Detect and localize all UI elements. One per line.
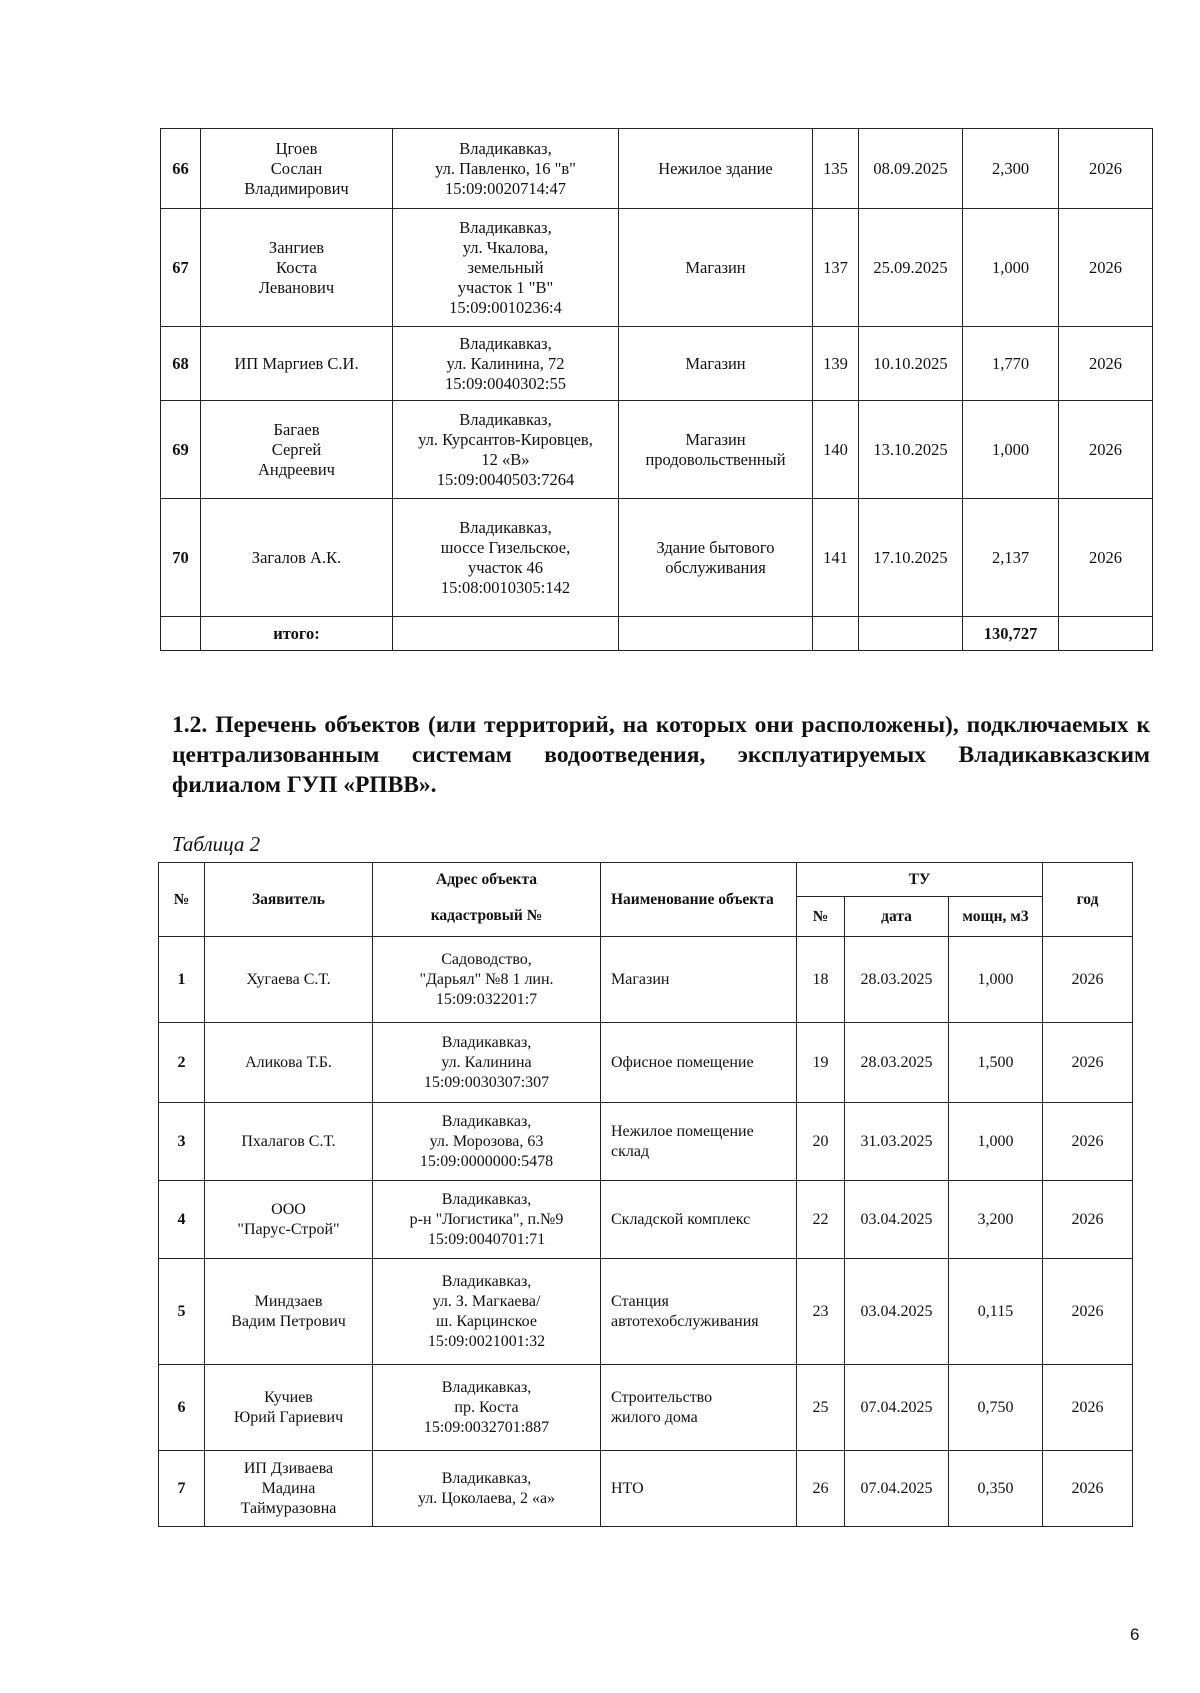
table-row (161, 499, 1153, 617)
tu-number-cell: 26 (797, 1451, 845, 1527)
tu-date-cell: 28.03.2025 (845, 937, 949, 1023)
total-label: итого: (201, 617, 393, 651)
row-number: 3 (159, 1103, 205, 1181)
applicant-cell: Хугаева С.Т. (205, 937, 373, 1023)
empty-cell (161, 617, 201, 651)
year-cell: 2026 (1059, 401, 1153, 499)
table-row (161, 129, 1153, 209)
object-cell: Станция автотехобслуживания (601, 1259, 797, 1365)
applicant-cell: Аликова Т.Б. (205, 1023, 373, 1103)
table-row (161, 327, 1153, 401)
tu-date-cell: 07.04.2025 (845, 1451, 949, 1527)
tu-date-cell: 17.10.2025 (859, 499, 963, 617)
year-cell: 2026 (1059, 499, 1153, 617)
year-cell: 2026 (1043, 1365, 1133, 1451)
tu-number-cell: 140 (813, 401, 859, 499)
table-row (159, 1181, 1133, 1259)
empty-cell (859, 617, 963, 651)
power-cell: 1,000 (949, 1103, 1043, 1181)
address-cell: Владикавказ, ул. Калинина, 72 15:09:0040302:55 (393, 327, 619, 401)
tu-number-cell: 139 (813, 327, 859, 401)
row-number: 2 (159, 1023, 205, 1103)
tu-number-cell: 22 (797, 1181, 845, 1259)
applicant-cell: Кучиев Юрий Гариевич (205, 1365, 373, 1451)
row-number: 66 (161, 129, 201, 209)
year-cell: 2026 (1059, 327, 1153, 401)
header-applicant: Заявитель (205, 863, 373, 937)
object-cell: Строительство жилого дома (601, 1365, 797, 1451)
tu-number-cell: 18 (797, 937, 845, 1023)
address-cell: Садоводство, "Дарьял" №8 1 лин. 15:09:032201:7 (373, 937, 601, 1023)
address-cell: Владикавказ, ул. Чкалова, земельный участок 1 "В" 15:09:0010236:4 (393, 209, 619, 327)
page-number: 6 (1130, 1625, 1140, 1644)
year-cell: 2026 (1043, 1023, 1133, 1103)
row-number: 1 (159, 937, 205, 1023)
header-tu: ТУ (797, 863, 1043, 897)
header-address: Адрес объекта (373, 863, 601, 897)
total-row (161, 617, 1153, 651)
applicant-cell: ИП Маргиев С.И. (201, 327, 393, 401)
row-number: 4 (159, 1181, 205, 1259)
applicant-cell: Багаев Сергей Андреевич (201, 401, 393, 499)
tu-number-cell: 19 (797, 1023, 845, 1103)
section-heading: 1.2. Перечень объектов (или территорий, на которых они расположены), подключаемых к централизованным системам водоотведения, эксплуатируемых Владикавказским филиалом ГУП «РПВВ». (172, 712, 1150, 798)
applicant-cell: ООО "Парус-Строй" (205, 1181, 373, 1259)
header-cadastral: кадастровый № (373, 897, 601, 937)
year-cell: 2026 (1059, 129, 1153, 209)
power-cell: 1,000 (963, 401, 1059, 499)
tu-number-cell: 20 (797, 1103, 845, 1181)
applicant-cell: Цгоев Сослан Владимирович (201, 129, 393, 209)
row-number: 6 (159, 1365, 205, 1451)
row-number: 69 (161, 401, 201, 499)
applicant-cell: ИП Дзиваева Мадина Таймуразовна (205, 1451, 373, 1527)
row-number: 70 (161, 499, 201, 617)
table-row (159, 1103, 1133, 1181)
empty-cell (1059, 617, 1153, 651)
tu-number-cell: 141 (813, 499, 859, 617)
table-1-continuation (160, 128, 1153, 651)
tu-date-cell: 28.03.2025 (845, 1023, 949, 1103)
power-cell: 2,137 (963, 499, 1059, 617)
empty-cell (813, 617, 859, 651)
row-number: 5 (159, 1259, 205, 1365)
header-year: год (1043, 863, 1133, 937)
object-cell: Офисное помещение (601, 1023, 797, 1103)
header-object: Наименование объекта (601, 863, 797, 937)
tu-date-cell: 31.03.2025 (845, 1103, 949, 1181)
tu-number-cell: 135 (813, 129, 859, 209)
power-cell: 1,000 (949, 937, 1043, 1023)
power-cell: 0,350 (949, 1451, 1043, 1527)
row-number: 7 (159, 1451, 205, 1527)
address-cell: Владикавказ, ул. Павленко, 16 "в" 15:09:0020714:47 (393, 129, 619, 209)
year-cell: 2026 (1043, 1181, 1133, 1259)
object-cell: Здание бытового обслуживания (619, 499, 813, 617)
object-cell: Складской комплекс (601, 1181, 797, 1259)
power-cell: 0,115 (949, 1259, 1043, 1365)
object-cell: Нежилое помещение склад (601, 1103, 797, 1181)
tu-number-cell: 25 (797, 1365, 845, 1451)
total-value: 130,727 (963, 617, 1059, 651)
object-cell: Магазин (619, 209, 813, 327)
applicant-cell: Загалов А.К. (201, 499, 393, 617)
year-cell: 2026 (1043, 1103, 1133, 1181)
power-cell: 0,750 (949, 1365, 1043, 1451)
header-tu-power: мощн, м3 (949, 897, 1043, 937)
applicant-cell: Миндзаев Вадим Петрович (205, 1259, 373, 1365)
year-cell: 2026 (1059, 209, 1153, 327)
tu-number-cell: 137 (813, 209, 859, 327)
table-row (159, 1365, 1133, 1451)
address-cell: Владикавказ, шоссе Гизельское, участок 46 15:08:0010305:142 (393, 499, 619, 617)
table-2 (158, 862, 1133, 1527)
tu-date-cell: 25.09.2025 (859, 209, 963, 327)
address-cell: Владикавказ, ул. Морозова, 63 15:09:0000000:5478 (373, 1103, 601, 1181)
tu-date-cell: 03.04.2025 (845, 1181, 949, 1259)
address-cell: Владикавказ, ул. Цоколаева, 2 «а» (373, 1451, 601, 1527)
tu-date-cell: 07.04.2025 (845, 1365, 949, 1451)
year-cell: 2026 (1043, 1451, 1133, 1527)
tu-date-cell: 10.10.2025 (859, 327, 963, 401)
empty-cell (619, 617, 813, 651)
table-row (159, 1023, 1133, 1103)
power-cell: 1,770 (963, 327, 1059, 401)
power-cell: 1,000 (963, 209, 1059, 327)
row-number: 67 (161, 209, 201, 327)
address-cell: Владикавказ, пр. Коста 15:09:0032701:887 (373, 1365, 601, 1451)
object-cell: Магазин (601, 937, 797, 1023)
address-cell: Владикавказ, ул. З. Магкаева/ ш. Карцинское 15:09:0021001:32 (373, 1259, 601, 1365)
table-row (159, 937, 1133, 1023)
tu-date-cell: 03.04.2025 (845, 1259, 949, 1365)
power-cell: 1,500 (949, 1023, 1043, 1103)
address-cell: Владикавказ, ул. Калинина 15:09:0030307:307 (373, 1023, 601, 1103)
power-cell: 2,300 (963, 129, 1059, 209)
tu-date-cell: 13.10.2025 (859, 401, 963, 499)
applicant-cell: Пхалагов С.Т. (205, 1103, 373, 1181)
table-caption: Таблица 2 (172, 832, 261, 856)
tu-date-cell: 08.09.2025 (859, 129, 963, 209)
table-row (159, 1259, 1133, 1365)
power-cell: 3,200 (949, 1181, 1043, 1259)
table-row (161, 401, 1153, 499)
address-cell: Владикавказ, р-н "Логистика", п.№9 15:09:0040701:71 (373, 1181, 601, 1259)
header-tu-date: дата (845, 897, 949, 937)
header-num: № (159, 863, 205, 937)
table-row (159, 1451, 1133, 1527)
year-cell: 2026 (1043, 1259, 1133, 1365)
header-tu-number: № (797, 897, 845, 937)
tu-number-cell: 23 (797, 1259, 845, 1365)
row-number: 68 (161, 327, 201, 401)
object-cell: Нежилое здание (619, 129, 813, 209)
address-cell: Владикавказ, ул. Курсантов-Кировцев, 12 «В» 15:09:0040503:7264 (393, 401, 619, 499)
applicant-cell: Зангиев Коста Леванович (201, 209, 393, 327)
table-row (161, 209, 1153, 327)
object-cell: Магазин (619, 327, 813, 401)
empty-cell (393, 617, 619, 651)
year-cell: 2026 (1043, 937, 1133, 1023)
object-cell: НТО (601, 1451, 797, 1527)
object-cell: Магазин продовольственный (619, 401, 813, 499)
